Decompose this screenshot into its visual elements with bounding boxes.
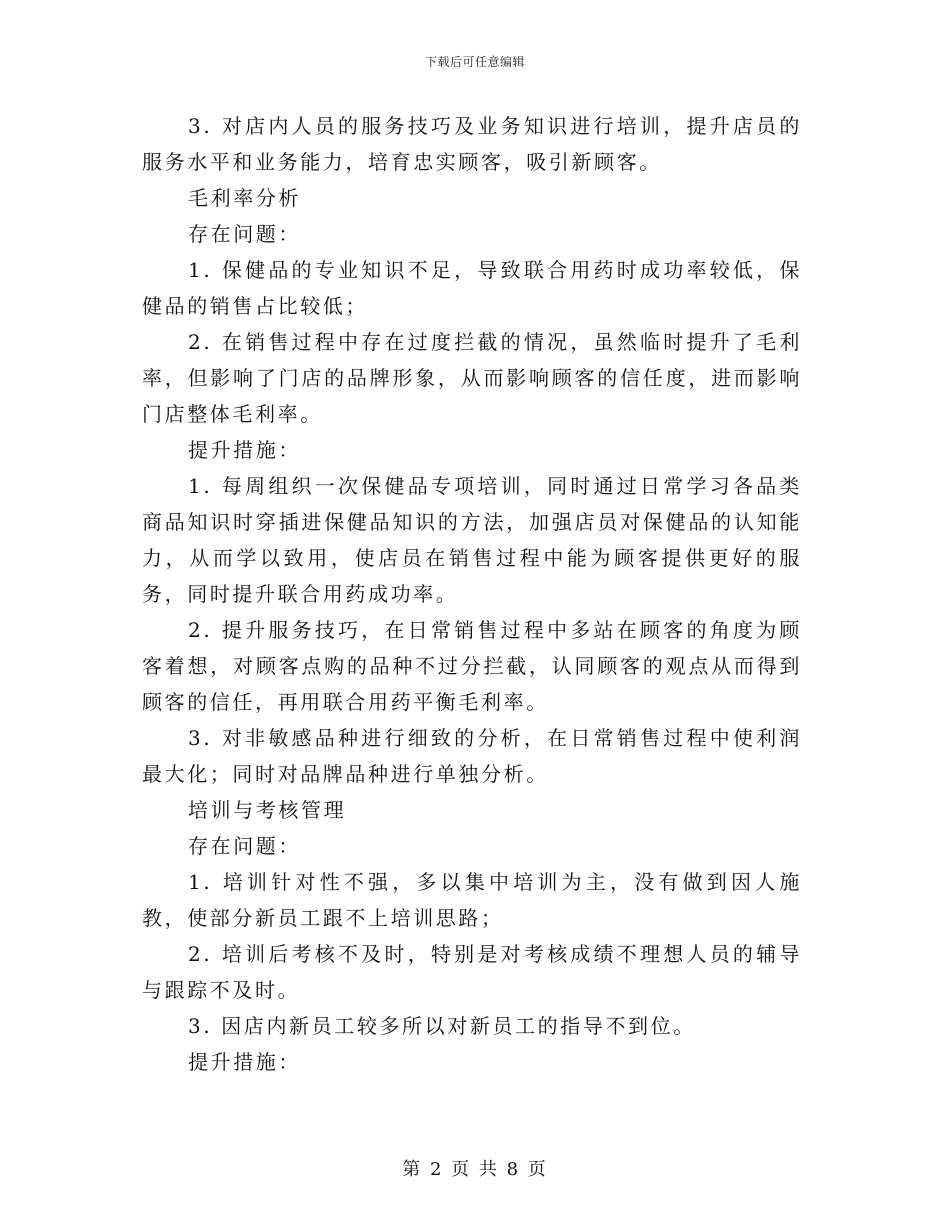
section-heading: 毛利率分析 xyxy=(188,186,301,210)
paragraph: 2. 提升服务技巧，在日常销售过程中多站在顾客的角度为顾客着想，对顾客点购的品种不过分拦截，认同顾客的观点从而得到顾客的信任，再用联合用药平衡毛利率。 xyxy=(142,618,802,714)
section-heading: 培训与考核管理 xyxy=(188,798,347,822)
subheading: 提升措施： xyxy=(188,438,301,462)
subheading: 存在问题： xyxy=(188,222,301,246)
page-number: 第 2 页 共 8 页 xyxy=(402,1159,548,1180)
paragraph: 1. 保健品的专业知识不足，导致联合用药时成功率较低，保健品的销售占比较低； xyxy=(142,258,802,318)
paragraph: 3. 因店内新员工较多所以对新员工的指导不到位。 xyxy=(188,1014,696,1038)
paragraph: 2. 培训后考核不及时，特别是对考核成绩不理想人员的辅导与跟踪不及时。 xyxy=(142,942,802,1002)
paragraph: 3. 对非敏感品种进行细致的分析，在日常销售过程中使利润最大化；同时对品牌品种进行单独分析。 xyxy=(142,726,802,786)
paragraph: 1. 培训针对性不强，多以集中培训为主，没有做到因人施教，使部分新员工跟不上培训思路； xyxy=(142,870,802,930)
paragraph: 2. 在销售过程中存在过度拦截的情况，虽然临时提升了毛利率，但影响了门店的品牌形象，从而影响顾客的信任度，进而影响门店整体毛利率。 xyxy=(142,330,802,426)
subheading: 提升措施： xyxy=(188,1050,301,1074)
paragraph: 3. 对店内人员的服务技巧及业务知识进行培训，提升店员的服务水平和业务能力，培育忠实顾客，吸引新顾客。 xyxy=(142,114,802,174)
subheading: 存在问题： xyxy=(188,834,301,858)
document-body xyxy=(142,108,802,1080)
page-header: 下载后可任意编辑 xyxy=(424,55,525,69)
paragraph: 1. 每周组织一次保健品专项培训，同时通过日常学习各品类商品知识时穿插进保健品知识的方法，加强店员对保健品的认知能力，从而学以致用，使店员在销售过程中能为顾客提供更好的服务，同时提升联合用药成功率。 xyxy=(142,474,802,606)
